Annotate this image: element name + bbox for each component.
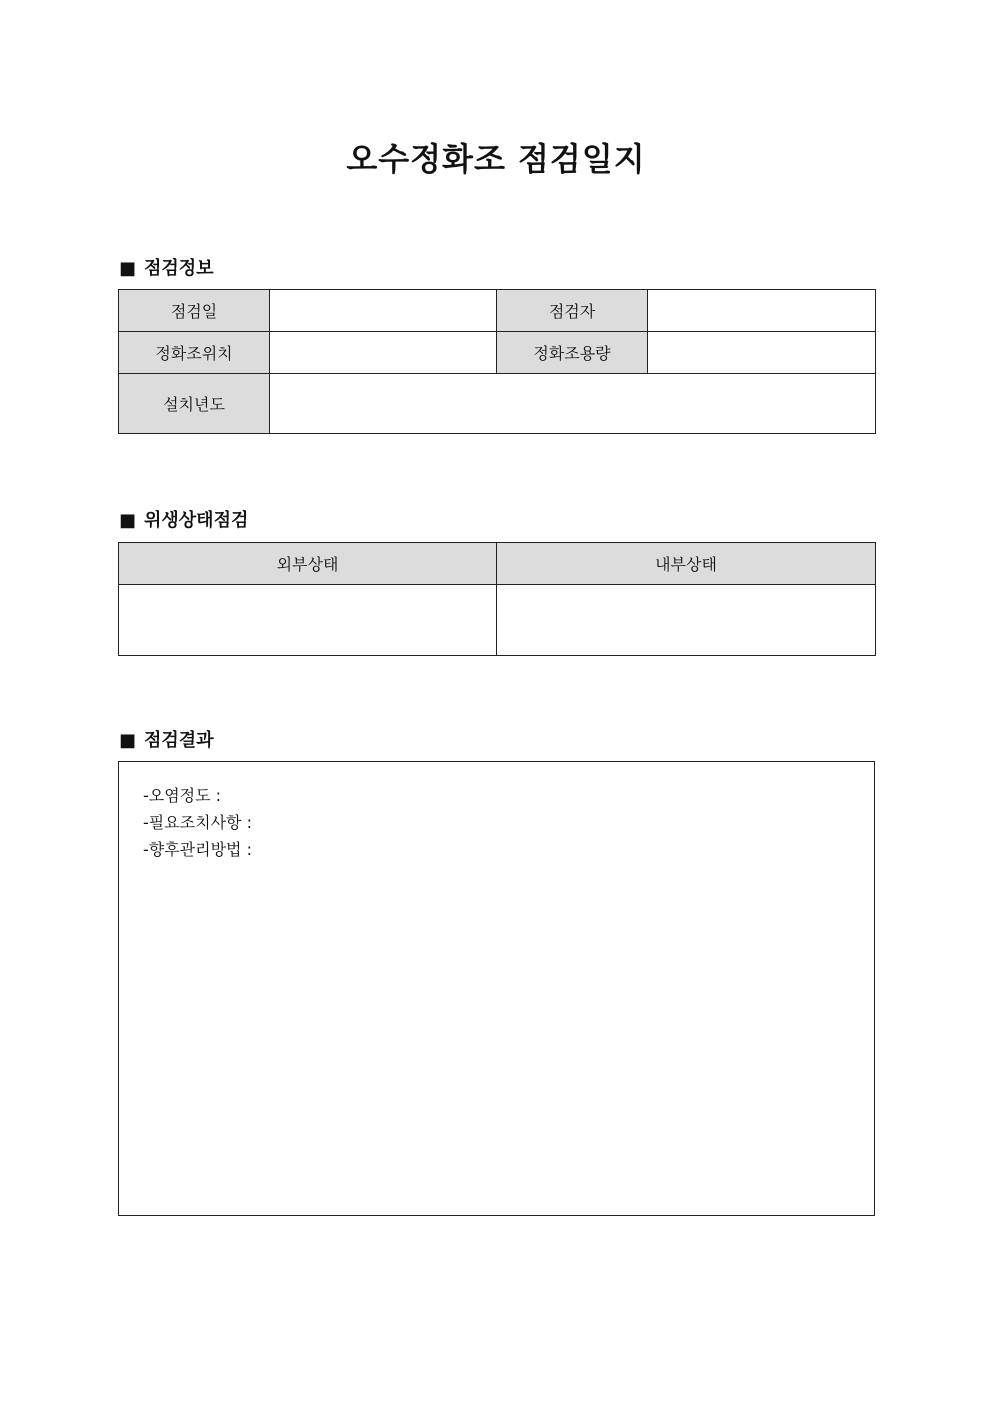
install-year-label: 설치년도 [119, 374, 270, 434]
result-lines [143, 782, 252, 863]
table-row [119, 332, 876, 374]
square-bullet-icon: ■ [119, 730, 137, 751]
external-condition-field[interactable] [119, 585, 497, 656]
table-row [119, 585, 876, 656]
section-heading-result [119, 726, 214, 752]
inspection-info-table [118, 289, 876, 434]
table-header-row [119, 543, 876, 585]
section-heading-text: 점검결과 [144, 730, 214, 751]
pollution-level-line: -오염정도 : [143, 786, 222, 805]
future-management-line: -향후관리방법 : [143, 840, 252, 859]
section-heading-info [119, 254, 214, 280]
document-title: 오수정화조 점검일지 [346, 140, 646, 178]
square-bullet-icon: ■ [119, 510, 137, 531]
section-heading-text: 위생상태점검 [144, 510, 249, 531]
inspector-field[interactable] [648, 290, 876, 332]
inspection-date-field[interactable] [270, 290, 497, 332]
internal-condition-field[interactable] [497, 585, 876, 656]
tank-location-label: 정화조위치 [119, 332, 270, 374]
hygiene-check-table [118, 542, 876, 656]
inspector-label: 점검자 [497, 290, 648, 332]
internal-condition-header: 내부상태 [497, 543, 876, 585]
tank-capacity-field[interactable] [648, 332, 876, 374]
section-heading-hygiene [119, 506, 248, 532]
square-bullet-icon: ■ [119, 258, 137, 279]
inspection-result-box[interactable] [118, 761, 875, 1216]
section-heading-text: 점검정보 [144, 258, 214, 279]
table-row [119, 374, 876, 434]
install-year-field[interactable] [270, 374, 876, 434]
external-condition-header: 외부상태 [119, 543, 497, 585]
required-action-line: -필요조치사항 : [143, 813, 252, 832]
tank-location-field[interactable] [270, 332, 497, 374]
tank-capacity-label: 정화조용량 [497, 332, 648, 374]
table-row [119, 290, 876, 332]
inspection-date-label: 점검일 [119, 290, 270, 332]
